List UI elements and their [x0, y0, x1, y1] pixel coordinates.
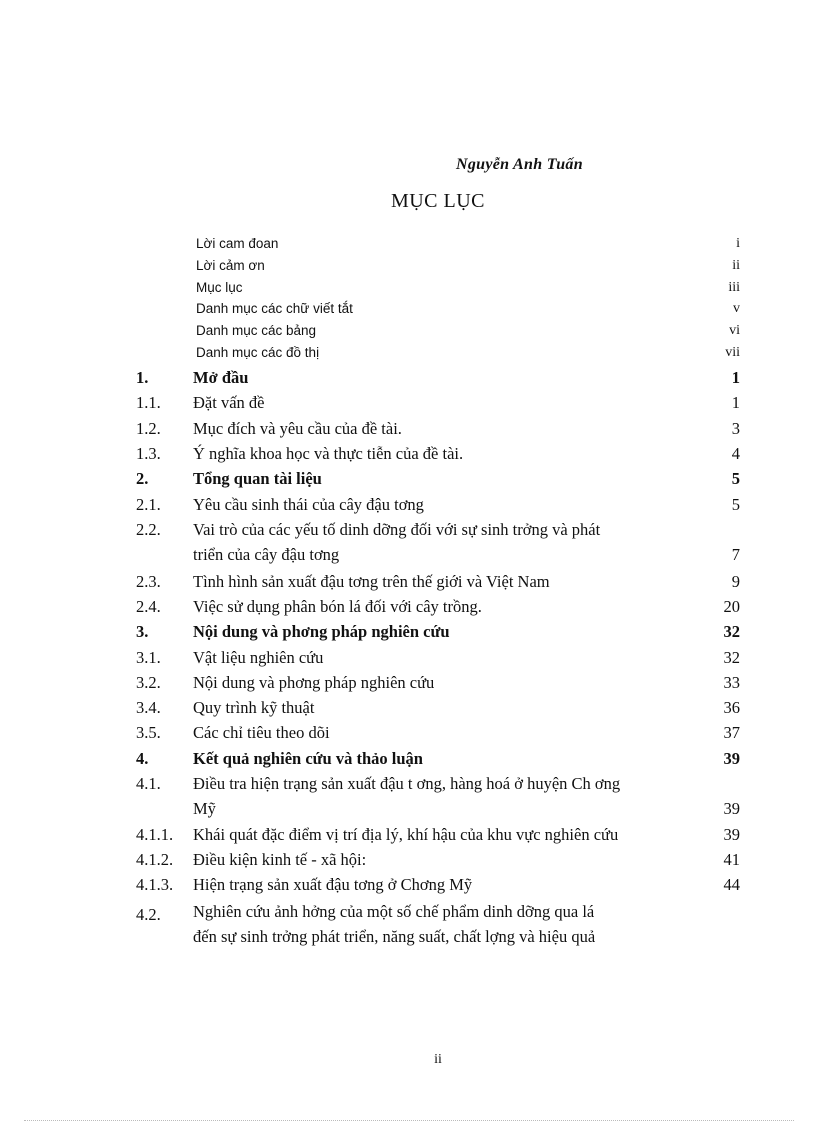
- toc-number: 3.: [136, 622, 149, 641]
- toc-title: Các chỉ tiêu theo dõi: [193, 723, 330, 742]
- page-number: ii: [434, 1052, 442, 1067]
- toc-title: Tình hình sản xuất đậu tơng trên thế giới và Việt Nam: [193, 572, 550, 591]
- toc-number: 3.5.: [136, 723, 161, 742]
- page-edge-divider: [24, 1120, 794, 1121]
- toc-number: 3.4.: [136, 698, 161, 717]
- toc-title: Mở đầu: [193, 368, 249, 387]
- prelim-item[interactable]: [196, 345, 740, 360]
- toc-number: 4.1.2.: [136, 850, 174, 869]
- toc-title: Ý nghĩa khoa học và thực tiễn của đề tài.: [193, 444, 464, 463]
- toc-number: 1.3.: [136, 444, 161, 463]
- toc-number: 4.: [136, 749, 149, 768]
- toc-section[interactable]: [136, 517, 740, 567]
- toc-title: Khái quát đặc điểm vị trí địa lý, khí hậu của khu vực nghiên cứu: [193, 825, 619, 844]
- toc-title-continued: Mỹ: [193, 799, 216, 818]
- toc-number: 1.1.: [136, 393, 161, 412]
- toc-page: 32: [723, 622, 740, 641]
- toc-page: 39: [723, 799, 740, 818]
- toc-page: 20: [723, 597, 740, 616]
- toc-section[interactable]: [136, 899, 740, 949]
- toc-number: 1.: [136, 368, 149, 387]
- prelim-item[interactable]: [196, 258, 740, 273]
- toc-number: 2.1.: [136, 495, 161, 514]
- prelim-item-label: Danh mục các bảng: [196, 323, 317, 338]
- toc-title: Vai trò của các yếu tố dinh dỡng đối với sự sinh trởng và phát: [193, 520, 601, 539]
- toc-page: 37: [723, 723, 740, 742]
- toc-number: 2.2.: [136, 520, 161, 539]
- toc-page: 4: [731, 444, 740, 463]
- toc-number: 3.2.: [136, 673, 161, 692]
- toc-number: 1.2.: [136, 419, 161, 438]
- toc-page: 1: [731, 393, 740, 412]
- toc-title: Việc sử dụng phân bón lá đối với cây trồng.: [193, 597, 482, 616]
- prelim-item[interactable]: [196, 323, 740, 338]
- toc-title: Vật liệu nghiên cứu: [193, 648, 324, 667]
- toc-page: 1: [731, 368, 740, 387]
- toc-page: 44: [723, 875, 740, 894]
- toc-page: 9: [731, 572, 740, 591]
- toc-page: 5: [731, 495, 740, 514]
- toc-title-continued: đến sự sinh trởng phát triển, năng suất, chất lợng và hiệu quả: [193, 927, 596, 946]
- toc-title: Quy trình kỹ thuật: [193, 698, 315, 717]
- prelim-item[interactable]: [196, 236, 740, 251]
- prelim-item-page: ii: [732, 258, 740, 273]
- prelim-item-page: i: [736, 236, 740, 251]
- prelim-item-page: v: [733, 301, 740, 316]
- author-name: Nguyễn Anh Tuấn: [456, 156, 583, 173]
- toc-number: 4.2.: [136, 905, 161, 924]
- page-title: MỤC LỤC: [390, 190, 486, 212]
- toc-title: Yêu cầu sinh thái của cây đậu tơng: [193, 495, 424, 514]
- toc-title: Nội dung và phơng pháp nghiên cứu: [193, 673, 435, 692]
- toc-title: Đặt vấn đề: [193, 393, 265, 412]
- toc-number: 4.1.3.: [136, 875, 174, 894]
- prelim-item-label: Danh mục các chữ viết tắt: [196, 301, 353, 316]
- toc-title: Điều kiện kinh tế - xã hội:: [193, 850, 367, 869]
- toc-page: 5: [731, 469, 740, 488]
- toc-page: 7: [731, 545, 740, 564]
- toc-page: 33: [723, 673, 740, 692]
- toc-title: Mục đích và yêu cầu của đề tài.: [193, 419, 402, 438]
- toc-title: Kết quả nghiên cứu và thảo luận: [193, 749, 423, 768]
- toc-number: 2.: [136, 469, 149, 488]
- toc-page: 3: [731, 419, 740, 438]
- toc-title: Tổng quan tài liệu: [193, 469, 322, 488]
- toc-title-continued: triển của cây đậu tơng: [193, 545, 340, 564]
- toc-title: Hiện trạng sản xuất đậu tơng ở Chơng Mỹ: [193, 875, 473, 894]
- toc-number: 3.1.: [136, 648, 161, 667]
- toc-page: 41: [723, 850, 740, 869]
- toc-number: 2.4.: [136, 597, 161, 616]
- prelim-item-label: Lời cam đoan: [196, 236, 279, 251]
- toc-section[interactable]: [136, 771, 740, 821]
- prelim-item[interactable]: [196, 280, 740, 295]
- prelim-item-label: Mục lục: [196, 280, 243, 295]
- toc-title: Nội dung và phơng pháp nghiên cứu: [193, 622, 450, 641]
- toc-page: 32: [723, 648, 740, 667]
- toc-number: 4.1.1.: [136, 825, 174, 844]
- prelim-item-label: Danh mục các đồ thị: [196, 345, 320, 360]
- prelim-item-page: vi: [729, 323, 740, 338]
- toc-title: Nghiên cứu ảnh hởng của một số chế phẩm dinh dỡng qua lá: [193, 902, 595, 921]
- toc-page: 39: [723, 749, 740, 768]
- toc-number: 2.3.: [136, 572, 161, 591]
- toc-title: Điều tra hiện trạng sản xuất đậu t ơng, hàng hoá ở huyện Ch ơng: [193, 774, 621, 793]
- prelim-item-label: Lời cảm ơn: [196, 258, 265, 273]
- prelim-item-page: iii: [728, 280, 740, 295]
- toc-number: 4.1.: [136, 774, 161, 793]
- prelim-item[interactable]: [196, 301, 740, 316]
- toc-page: 36: [723, 698, 740, 717]
- prelim-item-page: vii: [725, 345, 740, 360]
- toc-page: 39: [723, 825, 740, 844]
